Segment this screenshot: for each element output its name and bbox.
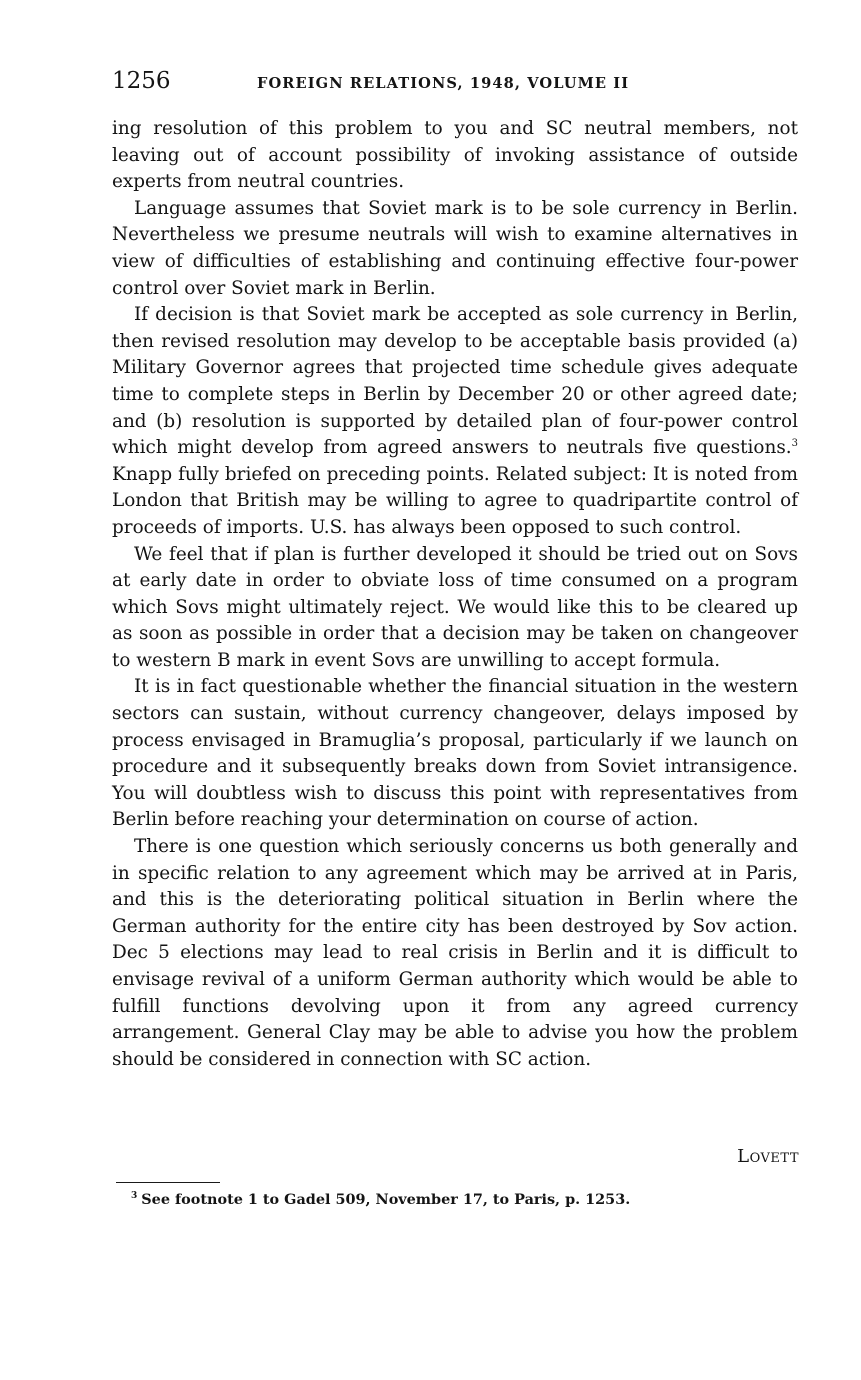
paragraph-2	[112, 196, 798, 302]
page-number: 1256	[112, 68, 171, 94]
paragraph-text: ing resolution of this problem to you and SC neutral members, not leaving out of account possibility of invoking assistance of outside experts from neutral countries.	[112, 118, 798, 193]
paragraph-4	[112, 542, 798, 675]
paragraph-text: If decision is that Soviet mark be accepted as sole currency in Berlin, then revised resolution may develop to be acceptable basis provided (a) Military Governor agrees that projected time schedule gives adequate time to complete steps in Berlin by December 20 or other agreed date; and (b) resolution is supported by detailed plan of four-power control which might develop from agreed answers to neutrals five questions.	[112, 304, 798, 459]
footnote	[131, 1189, 791, 1211]
paragraph-text: It is in fact questionable whether the financial situation in the western sectors can sustain, without currency changeover, delays imposed by process envisaged in Bramuglia’s proposal, particularly if we launch on procedure and it subsequently breaks down from Soviet intransigence. You will doubtless wish to discuss this point with representatives from Berlin before reaching your determination on course of action.	[112, 676, 798, 831]
paragraph-1	[112, 116, 798, 196]
signature: Lovett	[737, 1146, 799, 1167]
footnote-mark: 3	[131, 1191, 138, 1201]
footnote-divider	[116, 1182, 220, 1183]
paragraph-6	[112, 834, 798, 1073]
running-title: FOREIGN RELATIONS, 1948, VOLUME II	[257, 75, 630, 92]
footnote-text: See footnote 1 to Gadel 509, November 17, to Paris, p. 1253.	[141, 1191, 631, 1208]
footnote-reference: 3	[791, 438, 798, 450]
paragraph-text: We feel that if plan is further developed it should be tried out on Sovs at early date in order to obviate loss of time consumed on a program which Sovs might ultimately reject. We would like this to be cleared up as soon as possible in order that a decision may be taken on changeover to western B mark in event Sovs are unwilling to accept formula.	[112, 543, 798, 671]
paragraph-3	[112, 302, 798, 541]
page-header	[112, 66, 802, 100]
paragraph-text: There is one question which seriously concerns us both generally and in specific relation to any agreement which may be arrived at in Paris, and this is the deteriorating political situation in Berlin where the German authority for the entire city has been destroyed by Sov action. Dec 5 elections may lead to real crisis in Berlin and it is difficult to envisage revival of a uniform German authority which would be able to fulfill functions devolving upon it from any agreed currency arrangement. General Clay may be able to advise you how the problem should be considered in connection with SC action.	[112, 836, 798, 1070]
paragraph-text-continued: Knapp fully briefed on preceding points. Related subject: It is noted from London that British may be willing to agree to quadripartite control of proceeds of imports. U.S. has always been opposed to such control.	[112, 463, 798, 538]
body-text	[112, 116, 798, 1073]
paragraph-text: Language assumes that Soviet mark is to be sole currency in Berlin. Nevertheless we presume neutrals will wish to examine alternatives in view of difficulties of establishing and continuing effective four-power control over Soviet mark in Berlin.	[112, 197, 798, 299]
paragraph-5	[112, 674, 798, 834]
